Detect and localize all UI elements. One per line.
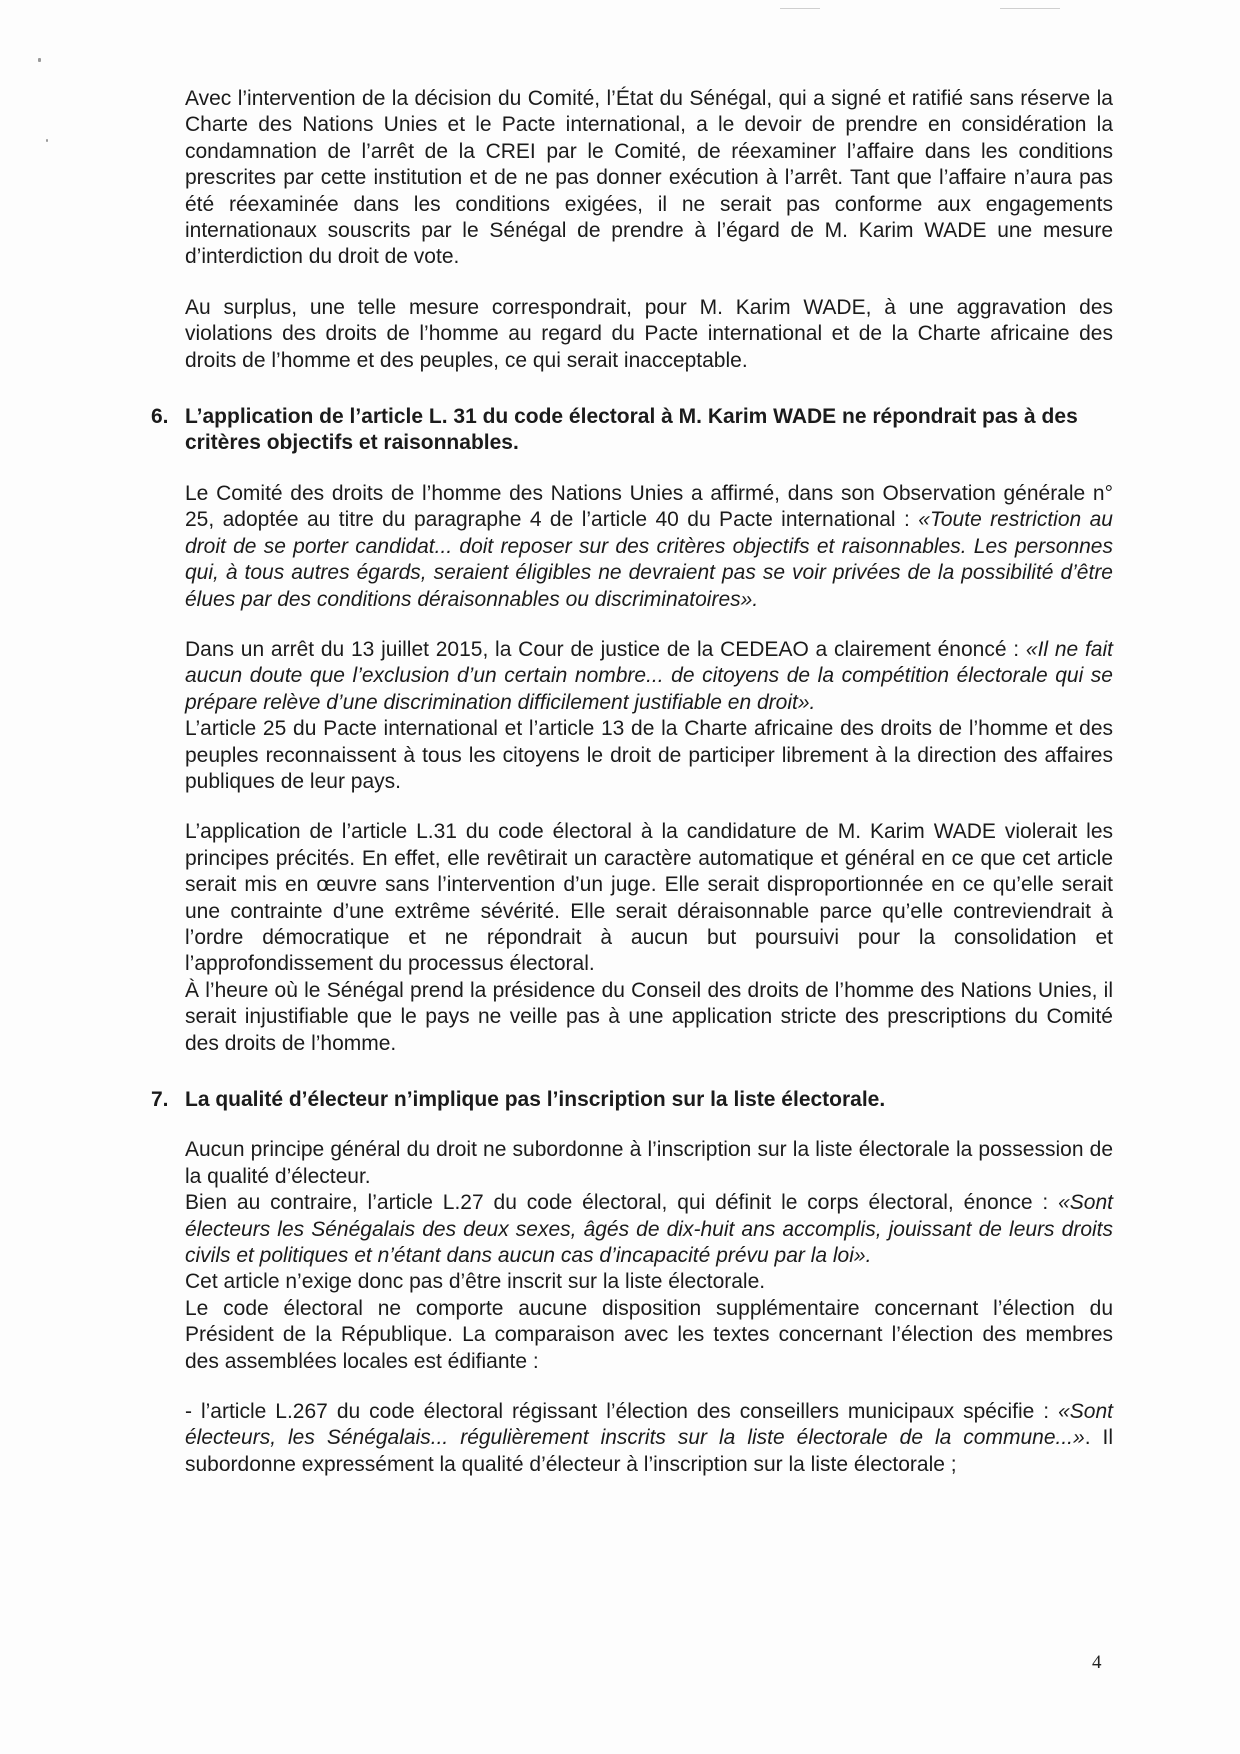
paragraph-article-25: L’article 25 du Pacte international et l’article 13 de la Charte africaine des droits de l’homme et des peuples reconnaissent à tous les citoyens le droit de participer librement à la direction des affaires publiques de leur pays. [185, 717, 1113, 793]
paragraph-intervention: Avec l’intervention de la décision du Comité, l’État du Sénégal, qui a signé et ratifié sans réserve la Charte des Nations Unies et le Pacte international, a le devoir de prendre en considération la condamnation de l’arrêt de la CREI par le Comité, de réexaminer l’affaire dans les conditions prescrites par cette institution et de ne pas donner exécution à l’arrêt. Tant que l’affaire n’aura pas été réexaminée dans les conditions exigées, il ne serait pas conforme aux engagements internationaux souscrits par le Sénégal de prendre à l’égard de M. Karim WADE une mesure d’interdiction du droit de vote. [185, 87, 1113, 269]
paragraph-pas-inscrit: Cet article n’exige donc pas d’être inscrit sur la liste électorale. [185, 1270, 766, 1294]
paragraph-presidence-conseil: À l’heure où le Sénégal prend la présidence du Conseil des droits de l’homme des Nations Unies, il serait injustifiable que le pays ne veille pas à une application stricte des prescriptions du Comité des droits de l’homme. [185, 978, 1113, 1055]
section-7-heading [151, 1087, 1113, 1113]
section-6-heading [151, 404, 1113, 457]
paragraph-application-l31: L’application de l’article L.31 du code électoral à la candidature de M. Karim WADE violerait les principes précités. En effet, elle revêtirait un caractère automatique et général en ce que cet article serait mis en œuvre sans l’intervention d’un juge. Elle serait disproportionnée en ce qu’elle serait une contrainte d’une extrême sévérité. Elle serait déraisonnable parce qu’elle contreviendrait à l’ordre démocratique et ne répondrait à aucun but poursuivi pour la consolidation et l’approfondissement du processus électoral. [185, 820, 1113, 976]
section-6-title: L’application de l’article L. 31 du code électoral à M. Karim WADE ne répondrait pas à des critères objectifs et raisonnables. [185, 405, 1078, 455]
section-7-number: 7. [151, 1088, 169, 1111]
cedeao-intro: Dans un arrêt du 13 juillet 2015, la Cour de justice de la CEDEAO a clairement énoncé : [185, 637, 1026, 661]
page-number: 4 [1092, 1652, 1102, 1673]
section-6-number: 6. [151, 405, 169, 429]
section-7-title: La qualité d’électeur n’implique pas l’inscription sur la liste électorale. [185, 1088, 886, 1111]
paragraph-surplus: Au surplus, une telle mesure correspondrait, pour M. Karim WADE, à une aggravation des violations des droits de l’homme au regard du Pacte international et de la Charte africaine des droits de l’homme et des peuples, ce qui serait inacceptable. [185, 295, 1113, 372]
article-l27-intro: Bien au contraire, l’article L.27 du code électoral, qui définit le corps électoral, énonce : [185, 1191, 1059, 1215]
article-l267-quote: «Sont électeurs, les Sénégalais... régulièrement inscrits sur la liste électorale de la commune...» [185, 1400, 1113, 1450]
document-body [151, 86, 1114, 1478]
paragraph-principe-general: Aucun principe général du droit ne subordonne à l’inscription sur la liste électorale la possession de la qualité d’électeur. [185, 1138, 1113, 1188]
paragraph-article-l267 [185, 1399, 1113, 1478]
scan-edge-mark [1000, 8, 1060, 9]
article-l267-intro: - l’article L.267 du code électoral régissant l’élection des conseillers municipaux spécifie : [185, 1400, 1059, 1424]
paragraph-comite-observation [185, 481, 1113, 613]
article-l27-quote: «Sont électeurs les Sénégalais des deux sexes, âgés de dix-huit ans accomplis, jouissant de leurs droits civils et politiques et n’étant dans aucun cas d’incapacité prévu par la loi». [185, 1191, 1113, 1268]
scan-speck [38, 58, 41, 62]
paragraph-article-l27 [185, 1190, 1113, 1269]
paragraph-code-electoral: Le code électoral ne comporte aucune disposition supplémentaire concernant l’élection du Président de la République. La comparaison avec les textes concernant l’élection des membres des assemblées locales est édifiante : [185, 1296, 1113, 1373]
paragraph-cedeao [185, 637, 1113, 716]
scan-edge-mark [780, 8, 820, 9]
observation-quote: «Toute restriction au droit de se porter candidat... doit reposer sur des critères objectifs et raisonnables. Les personnes qui, à tous autres égards, seraient éligibles ne devraient pas se voir privées de la possibilité d’être élues par des conditions déraisonnables ou discriminatoires». [185, 508, 1113, 611]
article-l267-cont: . Il subordonne expressément la qualité d’électeur à l’inscription sur la liste électorale ; [185, 1426, 1114, 1476]
observation-intro: Le Comité des droits de l’homme des Nations Unies a affirmé, dans son Observation générale n° 25, adoptée au titre du paragraphe 4 de l’article 40 du Pacte international : [185, 481, 1113, 532]
scan-speck [46, 139, 48, 142]
cedeao-quote: «Il ne fait aucun doute que l’exclusion d’un certain nombre... de citoyens de la compétition électorale qui se prépare relève d’une discrimination difficilement justifiable en droit». [185, 637, 1113, 714]
